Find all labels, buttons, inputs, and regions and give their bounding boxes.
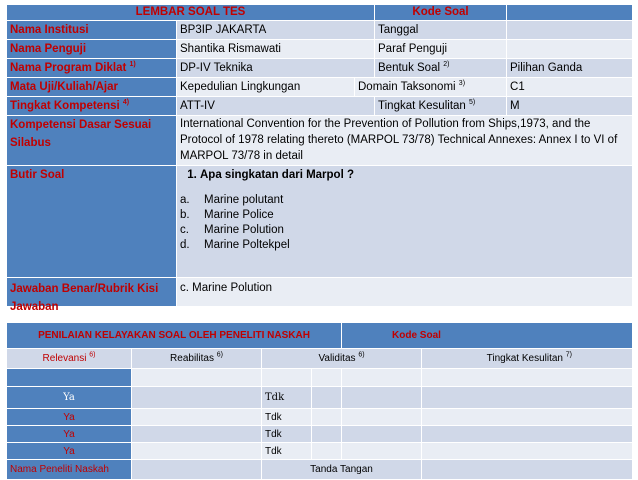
penguji-label: Nama Penguji: [7, 40, 177, 59]
jawaban-value: c. Marine Polution: [177, 278, 633, 307]
kesulitan-value: M: [507, 97, 633, 116]
program-value: DP-IV Teknika: [177, 59, 375, 78]
kesulitan-header: Tingkat Kesulitan $^{7)}$: [422, 349, 633, 369]
tingkat-kompetensi-value: ATT-IV: [177, 97, 375, 116]
table-row: [7, 369, 132, 387]
tanggal-label: Tanggal: [375, 21, 507, 40]
butir-soal-label: Butir Soal: [7, 166, 177, 278]
penilaian-kode-soal: Kode Soal: [342, 323, 633, 349]
mata-uji-value: Kepedulian Lingkungan: [177, 78, 355, 97]
bentuk-label: Bentuk Soal $^{2)}$: [375, 59, 507, 78]
domain-label: Domain Taksonomi $^{3)}$: [355, 78, 507, 97]
validitas-value: Tdk: [262, 443, 312, 460]
lembar-soal-title: LEMBAR SOAL TES: [7, 5, 375, 21]
program-label: Nama Program Diklat $^{1)}$: [7, 59, 177, 78]
bentuk-value: Pilihan Ganda: [507, 59, 633, 78]
option-b: b. Marine Police: [180, 209, 274, 221]
relevansi-value: Ya: [7, 443, 132, 460]
validitas-value: Tdk: [262, 426, 312, 443]
kompetensi-label: Kompetensi Dasar Sesuai Silabus: [7, 116, 177, 166]
tanda-tangan-label: Tanda Tangan: [262, 460, 422, 480]
lembar-soal-table: [6, 4, 633, 313]
option-a: a. Marine polutant: [180, 194, 284, 206]
relevansi-value: Ya: [7, 387, 132, 409]
reabilitas-header: Reabilitas $^{6)}$: [132, 349, 262, 369]
option-c: c. Marine Polution: [180, 224, 284, 236]
relevansi-value: Ya: [7, 426, 132, 443]
option-d: d. Marine Poltekpel: [180, 239, 290, 251]
penilaian-table: [6, 322, 633, 480]
tingkat-kompetensi-label: Tingkat Kompetensi $^{4)}$: [7, 97, 177, 116]
peneliti-label: Nama Peneliti Naskah: [7, 460, 132, 480]
validitas-value: Tdk: [262, 409, 312, 426]
kesulitan-label: Tingkat Kesulitan $^{5)}$: [375, 97, 507, 116]
kompetensi-value: International Convention for the Prevention of Pollution from Ships,1973, and the Protocol of 1978 relating thereto (MARPOL 73/78) Technical Annexes: Annex I to VI of MARPOL 73/78 in detail: [177, 116, 633, 166]
institusi-label: Nama Institusi: [7, 21, 177, 40]
relevansi-value: Ya: [7, 409, 132, 426]
mata-uji-label: Mata Uji/Kuliah/Ajar: [7, 78, 177, 97]
relevansi-header: Relevansi $^{6)}$: [7, 349, 132, 369]
kode-soal-header: Kode Soal: [375, 5, 507, 21]
domain-value: C1: [507, 78, 633, 97]
institusi-value: BP3IP JAKARTA: [177, 21, 375, 40]
butir-soal-content: [177, 166, 633, 278]
question-text: 1. Apa singkatan dari Marpol ?: [200, 168, 629, 183]
validitas-header: Validitas $^{6)}$: [262, 349, 422, 369]
penilaian-title: PENILAIAN KELAYAKAN SOAL OLEH PENELITI NASKAH: [7, 323, 342, 349]
jawaban-label: Jawaban Benar/Rubrik Kisi Jawaban: [7, 278, 177, 307]
paraf-label: Paraf Penguji: [375, 40, 507, 59]
validitas-value: Tdk: [262, 387, 312, 409]
penguji-value: Shantika Rismawati: [177, 40, 375, 59]
